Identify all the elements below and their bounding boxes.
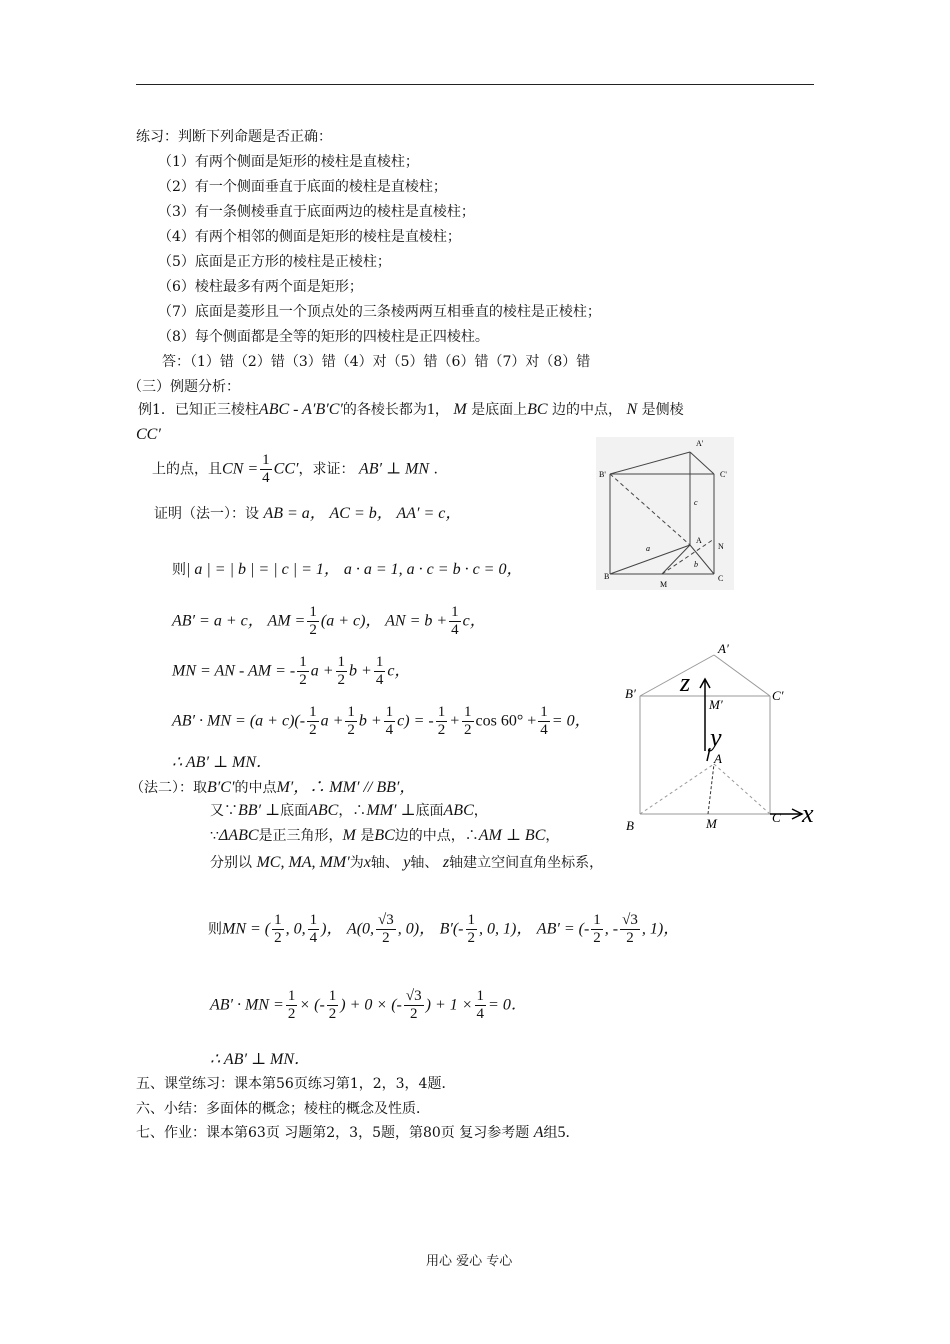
svg-text:C: C — [772, 810, 781, 825]
svg-text:x: x — [802, 799, 814, 828]
proof1-eq1: AB′ = a + c， AM = $\frac{1}{2}$ (a + c)， AN = b + $\frac{1}{4}$ c， — [172, 604, 486, 638]
fraction: $\frac{1}{4}$ — [540, 704, 548, 738]
svg-text:M′: M′ — [709, 697, 723, 712]
proof1-setup: 证明（法一）：设 AB = a， AC = b， AA′ = c， — [154, 505, 462, 522]
fraction: $\frac{1}{2}$ — [309, 604, 317, 638]
fraction: $\frac{1}{4}$ — [385, 704, 394, 738]
svg-text:A: A — [696, 536, 702, 545]
fraction: $\frac{1}{2}$ — [593, 912, 601, 946]
practice-item: （4）有两个相邻的侧面是矩形的棱柱是直棱柱； — [158, 229, 461, 245]
proof2-line4: 分别以 MC, MA, MM′为x轴、 y轴、 z轴建立空间直角坐标系， — [210, 854, 604, 871]
header-rule — [136, 84, 814, 85]
fraction: $\frac{√3}{2}$ — [622, 912, 638, 946]
svg-text:z: z — [680, 668, 691, 697]
section-heading: （三）例题分析： — [128, 379, 240, 395]
practice-item: （5）底面是正方形的棱柱是正棱柱； — [158, 254, 391, 270]
proof2-line3: ∵ΔABC是正三角形，M 是BC边的中点，∴AM ⊥ BC， — [210, 827, 560, 844]
svg-text:B: B — [626, 818, 634, 832]
svg-text:M: M — [660, 580, 668, 589]
homework: 七、作业：课本第63页 习题第2，3，5题，第80页 复习参考题 A组5． — [136, 1124, 580, 1141]
svg-text:c: c — [694, 498, 698, 507]
svg-text:b: b — [694, 560, 698, 569]
proof1-eq2: MN = AN - AM = - $\frac{1}{2}$ a + $\frac{1}{2}$ b + $\frac{1}{4}$ c， — [172, 654, 411, 688]
practice-item: （7）底面是菱形且一个顶点处的三条棱两两互相垂直的棱柱是正棱柱； — [158, 304, 601, 320]
fraction: $\frac{1}{2}$ — [309, 704, 317, 738]
practice-item: （2）有一个侧面垂直于底面的棱柱是直棱柱； — [158, 179, 447, 195]
practice-item: （3）有一条侧棱垂直于底面两边的棱柱是直棱柱； — [158, 204, 475, 220]
practice-item: （6）棱柱最多有两个面是矩形； — [158, 279, 363, 295]
fraction: $\frac{1}{2}$ — [328, 988, 337, 1022]
svg-text:M: M — [706, 816, 717, 831]
fraction: $\frac{1}{2}$ — [464, 704, 472, 738]
footer: 用心 爱心 专心 — [426, 1254, 513, 1269]
proof2-conclusion: ∴ AB′ ⊥ MN． — [210, 1051, 310, 1068]
fraction: $\frac{1}{4}$ — [262, 452, 270, 486]
svg-text:A: A — [714, 751, 722, 766]
svg-text:A′: A′ — [718, 641, 729, 656]
svg-text:C: C — [718, 574, 724, 583]
fraction: $\frac{1}{2}$ — [437, 704, 446, 738]
fraction: $\frac{1}{4}$ — [309, 912, 318, 946]
class-practice: 五、课堂练习：课本第56页练习第1，2，3，4题． — [136, 1076, 456, 1092]
svg-text:A': A' — [696, 439, 704, 448]
practice-item: （1）有两个侧面是矩形的棱柱是直棱柱； — [158, 154, 419, 170]
fraction: $\frac{1}{4}$ — [375, 654, 384, 688]
svg-text:a: a — [646, 544, 650, 553]
practice-answer: 答：（1）错（2）错（3）错（4）对（5）错（6）错（7）对（8）错 — [162, 354, 591, 370]
fraction: $\frac{1}{2}$ — [337, 654, 346, 688]
example1-edge: CC′ — [136, 426, 161, 443]
fraction: $\frac{1}{2}$ — [467, 912, 475, 946]
summary: 六、小结：多面体的概念；棱柱的概念及性质． — [136, 1101, 430, 1117]
practice-heading: 练习：判断下列命题是否正确： — [136, 129, 332, 145]
proof2-coords: 则MN = ( $\frac{1}{2}$ , 0, $\frac{1}{4}$ )， A(0, $\frac{√3}{2}$ , 0)， B′(- $\frac{1}{2}$ , 0, 1)， AB′ = (- $\frac{1}{2}$ , - $\frac{√3}{2}$ , 1)， — [208, 912, 680, 946]
prism-coordinate-figure — [612, 636, 824, 832]
practice-item: （8）每个侧面都是全等的矩形的四棱柱是正四棱柱。 — [158, 329, 489, 345]
proof1-norms: 则| a | = | b | = | c | = 1， a · a = 1, a · c = b · c = 0， — [172, 561, 523, 578]
fraction: $\frac{1}{4}$ — [476, 988, 485, 1022]
svg-text:C': C' — [720, 470, 727, 479]
fraction: $\frac{√3}{2}$ — [378, 912, 394, 946]
fraction: $\frac{1}{2}$ — [347, 704, 355, 738]
fraction: $\frac{1}{4}$ — [451, 604, 459, 638]
svg-text:B: B — [604, 572, 610, 581]
svg-text:y: y — [710, 723, 722, 752]
example1-condition: 上的点，且CN = $\frac{1}{4}$ CC′，求证： AB′ ⊥ MN . — [152, 452, 438, 486]
svg-text:B′: B′ — [625, 686, 636, 701]
fraction: $\frac{1}{2}$ — [299, 654, 307, 688]
prism-vector-figure — [596, 437, 734, 590]
proof2-line2: 又∵BB′ ⊥底面ABC，∴MM′ ⊥底面ABC， — [210, 802, 488, 819]
example1-statement: 例1．已知正三棱柱ABC - A′B′C′的各棱长都为1， M 是底面上BC 边的中点， N 是侧棱 — [138, 401, 684, 418]
svg-text:N: N — [718, 542, 724, 551]
fraction: $\frac{√3}{2}$ — [405, 988, 422, 1022]
svg-text:B': B' — [599, 470, 606, 479]
proof1-conclusion: ∴ AB′ ⊥ MN． — [172, 754, 272, 771]
fraction: $\frac{1}{2}$ — [274, 912, 282, 946]
proof1-eq3: AB′ · MN = (a + c)(- $\frac{1}{2}$ a + $\frac{1}{2}$ b + $\frac{1}{4}$ c) = - $\frac{1}{2}$ + $\frac{1}{2}$ cos 60° + $\frac{1}{4}$ = 0， — [172, 704, 591, 738]
fraction: $\frac{1}{2}$ — [287, 988, 296, 1022]
proof2-dot: AB′ · MN = $\frac{1}{2}$ × (- $\frac{1}{2}$ ) + 0 × (- $\frac{√3}{2}$ ) + 1 × $\frac{1}{4}$ = 0． — [210, 988, 527, 1022]
svg-text:C′: C′ — [772, 688, 784, 703]
proof2-line1: （法二）：取B′C′的中点M′，∴ MM′ // BB′， — [130, 779, 416, 796]
